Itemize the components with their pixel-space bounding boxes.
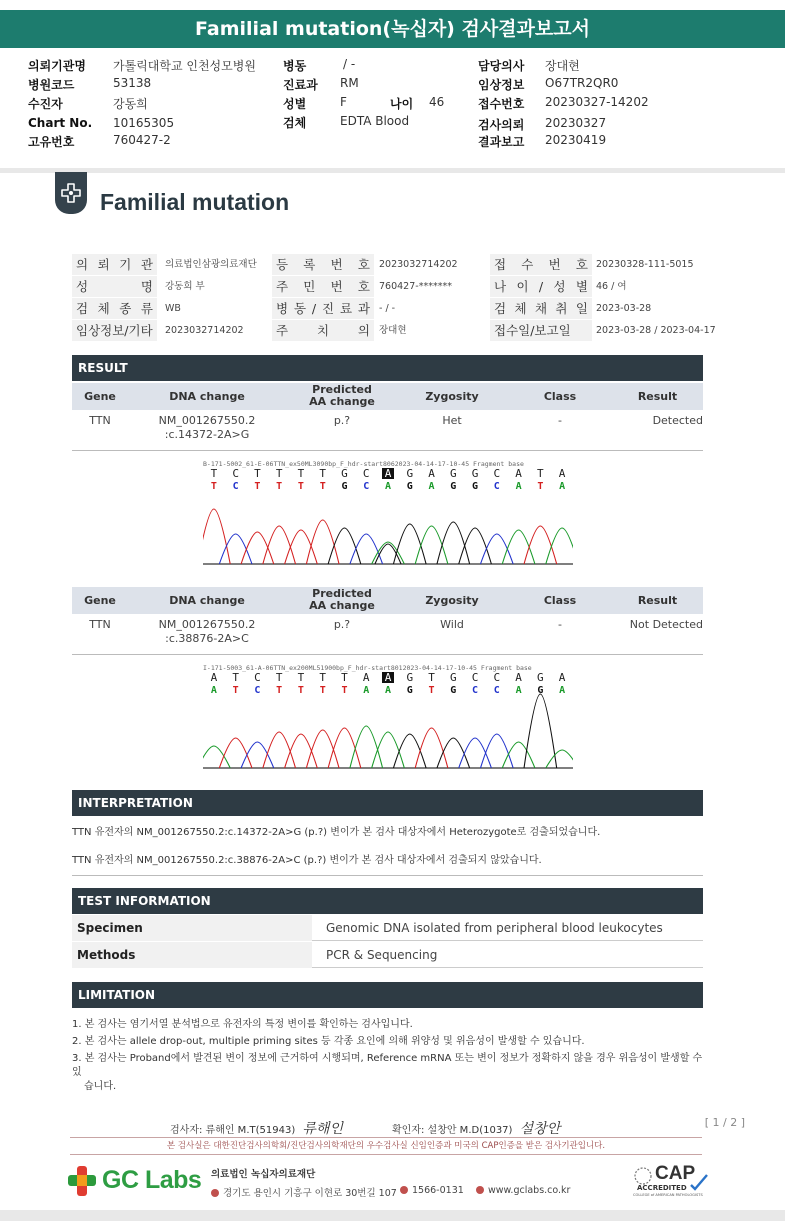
called-base-label: T [428, 672, 435, 684]
certification-notice: 본 검사실은 대한진단검사의학회/진단검사의학재단의 우수검사실 신임인증과 미국의 CAP인증을 받은 검사기관입니다. [70, 1137, 702, 1155]
info-label: 성 명 [72, 276, 157, 297]
called-base-label: G [406, 468, 414, 480]
info-label: 병 동 / 진 료 과 [272, 298, 374, 319]
section-title: Familial mutation [100, 189, 290, 215]
colored-base-label: G [450, 685, 457, 696]
info-label: 의 뢰 기 관 [72, 254, 157, 275]
info-label: 임상정보/기타 [72, 320, 157, 341]
colored-base-label: T [428, 685, 435, 696]
chromatogram-caption: I-171-5003_61-A-06TTN_ex200ML51900bp_F_hdr-start8012023-04-14-17-10-45 Fragment base [203, 664, 532, 672]
test-info-value: Genomic DNA isolated from peripheral blood leukocytes [326, 921, 663, 935]
called-base-label: T [319, 672, 327, 684]
footer-bottom-bar [0, 1210, 785, 1221]
called-base-label: G [341, 468, 348, 480]
column-header: Result [637, 390, 678, 403]
limitation-item: 습니다. [84, 1081, 117, 1092]
colored-base-label: T [276, 481, 283, 492]
cap-accredited-text: ACCREDITED [637, 1184, 687, 1192]
globe-icon [476, 1186, 484, 1194]
info-value: - / - [379, 303, 396, 314]
org-address: 경기도 용인시 기흥구 이현로 30번길 107 [211, 1185, 397, 1199]
called-base-label: A [558, 672, 566, 684]
called-base-label: T [297, 672, 305, 684]
cap-text: CAP [655, 1163, 696, 1184]
called-base-label: A [558, 468, 566, 480]
cell-dna-change: NM_001267550.2 [158, 414, 256, 427]
colored-base-label: G [406, 481, 413, 492]
called-base-label: T [319, 468, 327, 480]
cell-aa-change: p.? [333, 414, 351, 427]
trace-peak [546, 750, 573, 768]
info-value: 의료법인삼광의료재단 [165, 259, 257, 270]
limitation-item: 1. 본 검사는 염기서열 분석법으로 유전자의 특정 변이를 확인하는 검사입니다. [72, 1019, 413, 1030]
colored-base-label: A [363, 685, 370, 696]
called-base-label: C [232, 468, 239, 480]
info-value: 장대현 [379, 325, 407, 336]
info-value: 760427-******* [379, 281, 452, 292]
cell-dna-change-line2: :c.14372-2A>G [164, 428, 250, 441]
info-value: 2023032714202 [379, 259, 458, 270]
colored-base-label: G [472, 481, 479, 492]
info-value: 강동희 부 [165, 281, 205, 292]
cell-dna-change-line2: :c.38876-2A>C [165, 632, 249, 645]
colored-base-label: G [341, 481, 348, 492]
trace-peak [328, 528, 361, 564]
trace-peak [263, 526, 296, 564]
info-value: 2023-03-28 [596, 303, 652, 314]
page-indicator: [ 1 / 2 ] [704, 1116, 745, 1129]
called-base-label: C [493, 468, 501, 480]
colored-base-label: G [406, 685, 413, 696]
sequencing-chromatogram [203, 460, 573, 566]
colored-base-label: C [254, 685, 261, 696]
called-base-label: T [210, 468, 218, 480]
phone-icon [400, 1186, 408, 1194]
tester-label: 검사자: 류해인 M.T(51943) [170, 1125, 296, 1136]
cap-accredited-logo [633, 1163, 713, 1199]
called-base-label: T [275, 672, 283, 684]
trace-peak [219, 534, 252, 564]
colored-base-label: T [254, 481, 261, 492]
divider [72, 450, 703, 451]
chromatogram-caption: B-171-5002_61-E-06TTN_ex50ML3090bp_F_hdr-start8062023-04-14-17-10-45 Fragment base [203, 460, 524, 468]
colored-base-label: A [515, 685, 522, 696]
colored-base-label: A [428, 481, 435, 492]
column-header: Class [543, 594, 577, 607]
test-info-row-methods [72, 942, 703, 968]
colored-base-label: A [384, 685, 392, 696]
result-section-header: RESULT [72, 355, 703, 381]
test-info-key: Specimen [72, 915, 312, 941]
patient-info-row [72, 298, 703, 319]
org-website[interactable]: www.gclabs.co.kr [476, 1185, 570, 1196]
colored-base-label: T [341, 685, 348, 696]
colored-base-label: C [472, 685, 479, 696]
colored-base-label: A [384, 481, 392, 492]
column-header: Class [543, 390, 577, 403]
colored-base-label: A [559, 685, 566, 696]
confirmer-label: 확인자: 설창안 M.D(1037) [392, 1125, 513, 1136]
called-base-label: C [362, 468, 370, 480]
info-value: 2023032714202 [165, 325, 244, 336]
info-label: 접수일/보고일 [490, 320, 592, 341]
called-base-label: C [471, 672, 479, 684]
sequencing-chromatogram [203, 664, 573, 770]
called-base-label: A [210, 672, 218, 684]
called-base-label: A [362, 672, 370, 684]
limitation-item: 2. 본 검사는 allele drop-out, multiple priming sites 등 각종 요인에 의해 위양성 및 위음성이 발생할 수 있습니다. [72, 1036, 585, 1047]
tester-signature: 류해인 [302, 1121, 343, 1137]
colored-base-label: T [319, 685, 326, 696]
cell-gene: TTN [89, 618, 111, 631]
info-label: 검 체 종 류 [72, 298, 157, 319]
called-base-label: T [275, 468, 283, 480]
patient-info-row [72, 254, 703, 275]
interpretation-line: TTN 유전자의 NM_001267550.2:c.14372-2A>G (p.?) 변이가 본 검사 대상자에서 Heterozygote로 검출되었습니다. [72, 827, 601, 838]
info-label: 나 이 / 성 별 [490, 276, 592, 297]
header-divider [0, 168, 785, 173]
cell-class: - [558, 414, 562, 427]
confirmer-signature: 설창안 [519, 1121, 561, 1137]
colored-base-label: T [319, 481, 326, 492]
column-header: Zygosity [425, 594, 479, 607]
called-base-label: T [232, 672, 239, 684]
colored-base-label: C [232, 481, 239, 492]
colored-base-label: C [363, 481, 370, 492]
location-icon [211, 1189, 219, 1197]
trace-peak [285, 530, 318, 564]
cell-zygosity: Wild [440, 618, 464, 631]
colored-base-label: G [537, 685, 544, 696]
column-header: Zygosity [425, 390, 479, 403]
column-header: Gene [84, 390, 116, 403]
column-header: DNA change [169, 390, 245, 403]
result-table-header [72, 587, 703, 614]
colored-base-label: T [297, 481, 304, 492]
org-phone: 1566-0131 [400, 1185, 464, 1196]
limitation-item: 3. 본 검사는 Proband에서 발견된 변이 정보에 근거하여 시행되며, Reference mRNA 또는 변이 정보가 정확하지 않을 경우 위음성이 발생할 수 있 [72, 1053, 703, 1078]
trace-peak [241, 742, 274, 768]
colored-base-label: T [210, 481, 217, 492]
called-base-label: G [406, 672, 414, 684]
called-base-label: T [537, 468, 544, 480]
tester-info [170, 1118, 343, 1138]
info-label: 접 수 번 호 [490, 254, 592, 275]
called-base-label: A [515, 468, 522, 480]
limitation-list [72, 1018, 712, 1094]
trace-peak [502, 742, 535, 768]
colored-base-label: C [493, 685, 500, 696]
confirmer-info [392, 1118, 560, 1138]
colored-base-label: T [232, 685, 239, 696]
cell-result: Detected [652, 414, 703, 427]
trace-peak [415, 728, 448, 768]
colored-base-label: A [559, 481, 566, 492]
info-value: 2023-03-28 / 2023-04-17 [596, 325, 716, 336]
trace-peak [481, 734, 514, 768]
limitation-section-header: LIMITATION [72, 982, 703, 1008]
section-badge [55, 172, 87, 214]
colored-base-label: T [537, 481, 544, 492]
column-header: Predicted AA change [309, 383, 375, 408]
interpretation-line: TTN 유전자의 NM_001267550.2:c.38876-2A>C (p.?) 변이가 본 검사 대상자에서 검출되지 않았습니다. [72, 855, 542, 866]
test-info-row-specimen [72, 915, 703, 941]
column-header: DNA change [169, 594, 245, 607]
called-base-label: A [384, 468, 392, 480]
trace-peak [524, 694, 557, 768]
info-value: 20230328-111-5015 [596, 259, 694, 270]
chromatogram-plot [203, 672, 573, 770]
colored-base-label: T [297, 685, 304, 696]
divider [72, 875, 703, 876]
called-base-label: T [297, 468, 305, 480]
trace-peak [459, 528, 492, 564]
cap-college-text: COLLEGE of AMERICAN PATHOLOGISTS [633, 1193, 703, 1197]
cell-gene: TTN [89, 414, 111, 427]
called-base-label: G [449, 468, 457, 480]
colored-base-label: G [450, 481, 457, 492]
called-base-label: G [471, 468, 479, 480]
colored-base-label: T [276, 685, 283, 696]
info-label: 등 록 번 호 [272, 254, 374, 275]
called-base-label: A [384, 672, 392, 684]
info-label: 검 체 채 취 일 [490, 298, 592, 319]
called-base-label: C [254, 672, 261, 684]
divider [72, 654, 703, 655]
trace-peak [502, 530, 535, 564]
trace-peak [481, 534, 514, 564]
trace-peak [219, 738, 252, 768]
called-base-label: G [449, 672, 457, 684]
info-label: 주 치 의 [272, 320, 374, 341]
info-value: WB [165, 303, 181, 314]
cell-dna-change: NM_001267550.2 [158, 618, 256, 631]
trace-peak [203, 746, 230, 768]
called-base-label: T [254, 468, 261, 480]
interpretation-section-header: INTERPRETATION [72, 790, 703, 816]
patient-info-grid [72, 254, 716, 342]
gc-labs-logo [68, 1164, 203, 1198]
trace-peak [546, 528, 573, 564]
column-header: Gene [84, 594, 116, 607]
patient-info-row [72, 276, 703, 297]
trace-peak [350, 534, 383, 564]
dna-cross-icon [60, 182, 82, 204]
info-value: 46 / 여 [596, 281, 627, 292]
patient-info-row [72, 320, 716, 341]
test-info-value: PCR & Sequencing [326, 948, 438, 962]
info-label: 주 민 번 호 [272, 276, 374, 297]
result-table-header [72, 383, 703, 410]
called-base-label: C [493, 672, 501, 684]
trace-peak [306, 520, 339, 564]
called-base-label: T [341, 672, 348, 684]
report-title: Familial mutation(녹십자) 검사결과보고서 [0, 10, 785, 48]
column-header: Predicted AA change [309, 587, 375, 612]
cell-result: Not Detected [629, 618, 703, 631]
colored-base-label: A [515, 481, 522, 492]
cell-class: - [558, 618, 562, 631]
called-base-label: A [428, 468, 435, 480]
chromatogram-plot [203, 468, 573, 566]
colored-base-label: A [210, 685, 217, 696]
trace-peak [203, 509, 230, 564]
org-name: 의료법인 녹십자의료재단 [211, 1169, 316, 1180]
called-base-label: A [515, 672, 522, 684]
cell-aa-change: p.? [333, 618, 351, 631]
test-information-section-header: TEST INFORMATION [72, 888, 703, 914]
colored-base-label: C [493, 481, 500, 492]
test-info-key: Methods [72, 942, 312, 968]
called-base-label: G [537, 672, 544, 684]
cell-zygosity: Het [442, 414, 462, 427]
column-header: Result [637, 594, 678, 607]
gc-labs-logo-text: GC Labs [102, 1166, 202, 1194]
